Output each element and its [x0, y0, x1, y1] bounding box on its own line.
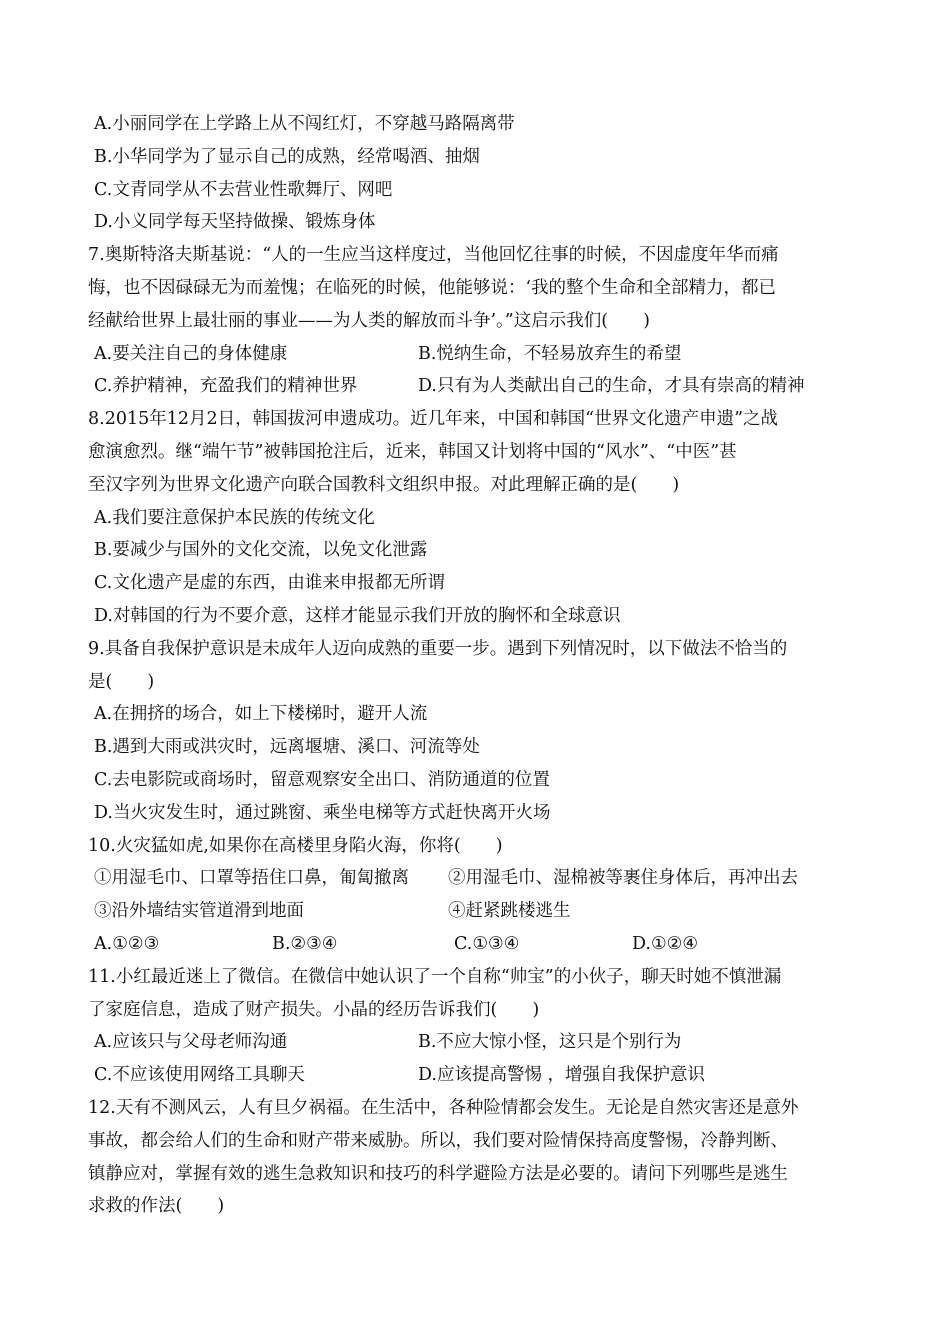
q9-stem-line2: 是( ) [88, 671, 155, 692]
q8-option-a: A.我们要注意保护本民族的传统文化 [94, 507, 375, 528]
q8-stem-line1: 8.2015年12月2日，韩国拔河申遗成功。近几年来，中国和韩国“世界文化遗产申遗”之战 [88, 409, 779, 430]
q10-choices-row1 [88, 862, 878, 895]
q11-options-row1 [88, 1026, 878, 1059]
q8-option-c: C.文化遗产是虚的东西，由谁来申报都无所谓 [94, 573, 445, 594]
q10-option-b: B.②③④ [272, 933, 338, 954]
q11-option-c: C.不应该使用网络工具聊天 [94, 1065, 305, 1086]
q10-stem: 10.火灾猛如虎,如果你在高楼里身陷火海，你将( ) [88, 835, 503, 856]
q10-choice-4: ④赶紧跳楼逃生 [448, 901, 571, 922]
q8-stem-line3: 至汉字列为世界文化遗产向联合国教科文组织申报。对此理解正确的是( ) [88, 474, 680, 495]
q7-option-d: D.只有为人类献出自己的生命，才具有崇高的精神 [418, 376, 805, 397]
q11-stem-line2: 了家庭信息，造成了财产损失。小晶的经历告诉我们( ) [88, 999, 540, 1020]
q7-option-a: A.要关注自己的身体健康 [94, 343, 288, 364]
q8-option-b: B.要减少与国外的文化交流，以免文化泄露 [94, 540, 428, 561]
q10-choices-row2 [88, 895, 878, 928]
q10-option-a: A.①②③ [94, 933, 160, 954]
q6-option-c: C.文青同学从不去营业性歌舞厅、网吧 [94, 179, 393, 200]
q12-stem-line3: 镇静应对，掌握有效的逃生急救知识和技巧的科学避险方法是必要的。请问下列哪些是逃生 [88, 1163, 788, 1184]
q12-stem-line4: 求救的作法( ) [88, 1196, 225, 1217]
q6-option-b: B.小华同学为了显示自己的成熟，经常喝酒、抽烟 [94, 146, 480, 167]
q9-option-c: C.去电影院或商场时，留意观察安全出口、消防通道的位置 [94, 769, 550, 790]
q9-option-a: A.在拥挤的场合，如上下楼梯时，避开人流 [94, 704, 428, 725]
q7-stem-line3: 经献给世界上最壮丽的事业——为人类的解放而斗争’。”这启示我们( ) [88, 310, 650, 331]
q8-stem-line2: 愈演愈烈。继“端午节”被韩国抢注后，近来，韩国又计划将中国的“风水”、“中医”甚 [88, 441, 737, 462]
q7-option-c: C.养护精神，充盈我们的精神世界 [94, 376, 358, 397]
q12-stem-line2: 事故，都会给人们的生命和财产带来威胁。所以，我们要对险情保持高度警惕，冷静判断、 [88, 1130, 788, 1151]
q11-option-b: B.不应大惊小怪，这只是个别行为 [418, 1032, 682, 1053]
q10-option-c: C.①③④ [454, 933, 520, 954]
q10-choice-2: ②用湿毛巾、湿棉被等裹住身体后，再冲出去 [448, 868, 798, 889]
q10-choice-3: ③沿外墙结实管道滑到地面 [94, 901, 304, 922]
q10-choice-1: ①用湿毛巾、口罩等捂住口鼻，匍匐撤离 [94, 868, 409, 889]
q7-options-row1 [88, 338, 878, 371]
q7-option-b: B.悦纳生命，不轻易放弃生的希望 [418, 343, 682, 364]
q9-stem-line1: 9.具备自我保护意识是未成年人迈向成熟的重要一步。遇到下列情况时，以下做法不恰当的 [88, 638, 788, 659]
q10-options-row [88, 928, 878, 961]
q11-stem-line1: 11.小红最近迷上了微信。在微信中她认识了一个自称“帅宝”的小伙子，聊天时她不慎泄漏 [88, 966, 782, 987]
q7-stem-line2: 悔，也不因碌碌无为而羞愧；在临死的时候，他能够说：‘我的整个生命和全部精力，都已 [88, 277, 777, 298]
q7-stem-line1: 7.奥斯特洛夫斯基说：“人的一生应当这样度过，当他回忆往事的时候，不因虚度年华而痛 [88, 245, 779, 266]
q9-option-b: B.遇到大雨或洪灾时，远离堰塘、溪口、河流等处 [94, 737, 480, 758]
q11-options-row2 [88, 1059, 878, 1092]
exam-page [88, 108, 878, 1223]
q9-option-d: D.当火灾发生时，通过跳窗、乘坐电梯等方式赶快离开火场 [94, 802, 551, 823]
q8-option-d: D.对韩国的行为不要介意，这样才能显示我们开放的胸怀和全球意识 [94, 605, 621, 626]
q7-options-row2 [88, 370, 878, 403]
q6-option-a: A.小丽同学在上学路上从不闯红灯，不穿越马路隔离带 [94, 114, 515, 134]
q11-option-d: D.应该提高警惕 ，增强自我保护意识 [418, 1065, 706, 1086]
q10-option-d: D.①②④ [632, 933, 699, 954]
q12-stem-line1: 12.天有不测风云，人有旦夕祸福。在生活中，各种险情都会发生。无论是自然灾害还是意外 [88, 1097, 799, 1118]
q6-option-d: D.小义同学每天坚持做操、锻炼身体 [94, 212, 376, 233]
q11-option-a: A.应该只与父母老师沟通 [94, 1032, 288, 1053]
